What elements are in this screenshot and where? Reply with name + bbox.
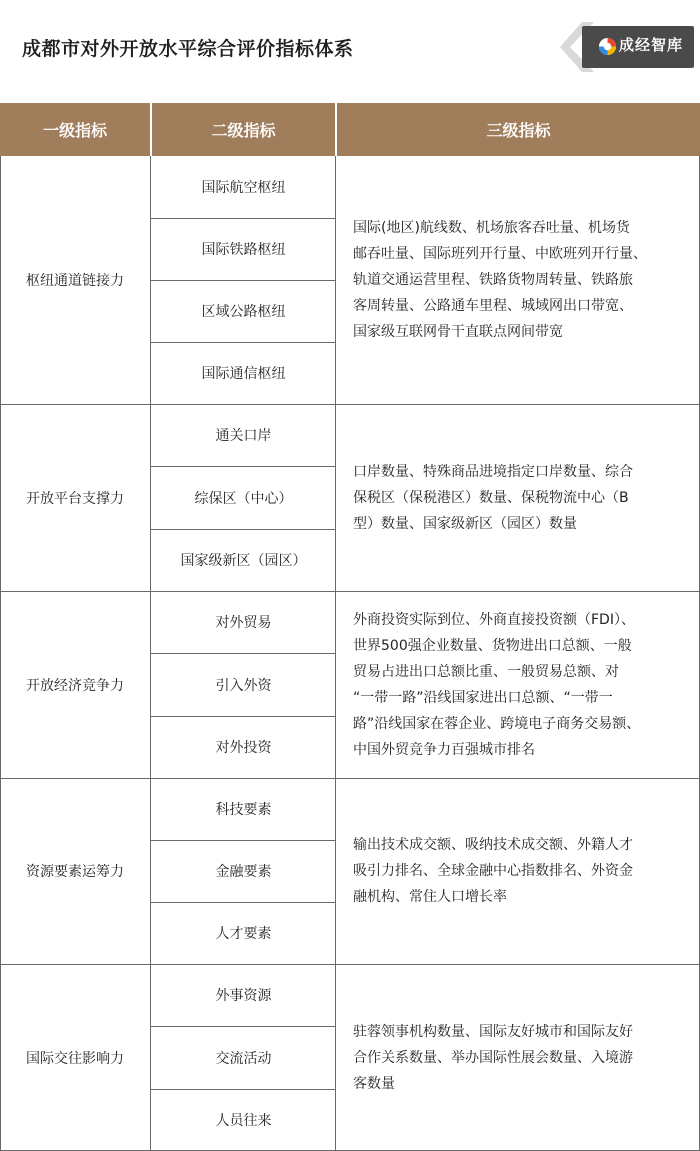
level2-cell: 区域公路枢纽 <box>201 304 286 320</box>
level3-line: 融机构、常住人口增长率 <box>353 889 507 905</box>
level3-line: 贸易占进出口总额比重、一般贸易总额、对 <box>353 663 619 680</box>
grid-line <box>150 1026 336 1027</box>
level2-cell: 人员往来 <box>215 1113 272 1129</box>
brand-logo <box>560 22 694 72</box>
level1-cell: 枢纽通道链接力 <box>26 273 124 289</box>
level1-cell: 国际交往影响力 <box>26 1050 124 1067</box>
level3-cell <box>337 404 700 591</box>
grid-line <box>150 218 336 219</box>
level2-cell: 交流活动 <box>215 1050 272 1067</box>
level2-cell: 国际铁路枢纽 <box>201 242 286 258</box>
level3-cell <box>337 591 700 778</box>
level2-cell: 科技要素 <box>215 802 272 818</box>
level3-line: 吸引力排名、全球金融中心指数排名、外资金 <box>353 863 633 879</box>
grid-line <box>0 778 700 779</box>
level3-cell <box>337 778 700 964</box>
level3-line: 世界500强企业数量、货物进出口总额、一般 <box>353 637 632 654</box>
indicator-table <box>0 103 700 1151</box>
grid-line <box>150 529 336 530</box>
grid-line <box>150 840 336 841</box>
grid-line <box>150 1089 336 1090</box>
level3-line: “一带一路”沿线国家进出口总额、“一带一 <box>353 689 613 706</box>
header-level1: 一级指标 <box>0 103 150 156</box>
level2-cell: 综保区（中心） <box>194 490 293 507</box>
level3-text <box>353 1019 633 1097</box>
level3-text <box>353 832 633 910</box>
grid-line <box>0 591 700 592</box>
level3-line: 保税区（保税港区）数量、保税物流中心（B <box>353 489 629 506</box>
level1-cell: 开放经济竞争力 <box>26 677 124 694</box>
level3-text <box>353 459 633 537</box>
level3-text <box>353 607 640 763</box>
level3-line: 型）数量、国家级新区（园区）数量 <box>353 515 577 532</box>
level3-line: 客周转量、公路通车里程、城域网出口带宽、 <box>353 298 633 314</box>
level2-cell: 对外贸易 <box>215 615 272 631</box>
level3-line: 合作关系数量、举办国际性展会数量、入境游 <box>353 1049 633 1066</box>
grid-line <box>150 902 336 903</box>
level2-cell: 金融要素 <box>215 864 272 880</box>
level1-cell: 资源要素运筹力 <box>26 864 124 880</box>
level3-line: 中国外贸竞争力百强城市排名 <box>353 741 535 758</box>
logo-text: 成经智库 <box>619 36 684 54</box>
level2-cell: 国际通信枢纽 <box>201 366 286 382</box>
level3-line: 口岸数量、特殊商品进境指定口岸数量、综合 <box>353 463 633 480</box>
grid-line <box>0 964 700 965</box>
header-level3: 三级指标 <box>337 103 700 156</box>
chengjing-logo-icon <box>598 37 617 56</box>
header-level2: 二级指标 <box>152 103 335 156</box>
level3-line: 国际(地区)航线数、机场旅客吞吐量、机场货 <box>353 220 630 236</box>
grid-line <box>0 404 700 405</box>
level3-line: 外商投资实际到位、外商直接投资额（FDI）、 <box>353 611 635 628</box>
grid-line <box>150 716 336 717</box>
level3-line: 路”沿线国家在蓉企业、跨境电子商务交易额、 <box>353 715 641 732</box>
page-title: 成都市对外开放水平综合评价指标体系 <box>22 38 354 60</box>
level2-cell: 对外投资 <box>215 740 272 756</box>
grid-line <box>150 653 336 654</box>
grid-line <box>150 466 336 467</box>
page-header <box>0 0 700 103</box>
level2-cell: 通关口岸 <box>215 428 272 444</box>
level2-cell: 人才要素 <box>215 926 272 942</box>
level2-cell: 国家级新区（园区） <box>180 553 307 569</box>
level1-cell: 开放平台支撑力 <box>26 490 124 507</box>
grid-line <box>150 280 336 281</box>
level3-line: 国家级互联网骨干直联点网间带宽 <box>353 324 563 340</box>
level3-line: 输出技术成交额、吸纳技术成交额、外籍人才 <box>353 837 633 853</box>
grid-line <box>150 342 336 343</box>
level3-line: 轨道交通运营里程、铁路货物周转量、铁路旅 <box>353 272 633 288</box>
level3-line: 客数量 <box>353 1075 395 1092</box>
level2-cell: 引入外资 <box>215 677 272 694</box>
level2-cell: 国际航空枢纽 <box>201 180 286 196</box>
level3-text <box>353 215 647 345</box>
level3-line: 邮吞吐量、国际班列开行量、中欧班列开行量、 <box>353 246 647 262</box>
level3-cell <box>337 156 700 404</box>
level3-cell <box>337 964 700 1151</box>
level2-cell: 外事资源 <box>215 988 272 1004</box>
level3-line: 驻蓉领事机构数量、国际友好城市和国际友好 <box>353 1023 633 1040</box>
grid-line <box>0 156 1 1151</box>
